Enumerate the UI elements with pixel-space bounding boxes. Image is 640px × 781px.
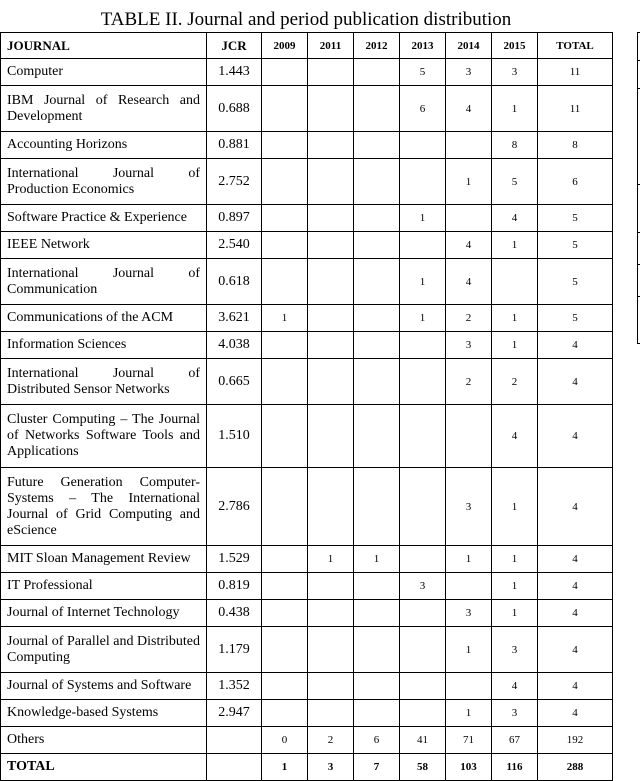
cell-jcr: 4.038 bbox=[207, 332, 262, 359]
cell-2015: 3 bbox=[492, 700, 538, 727]
cell-total: 6 bbox=[538, 159, 613, 205]
cell-2013: 1 bbox=[400, 259, 446, 305]
cell-total: 11 bbox=[538, 86, 613, 132]
cell-journal: Others bbox=[1, 727, 207, 754]
adjacent-table-edge bbox=[637, 32, 638, 344]
table-row bbox=[1, 259, 613, 305]
cell-2015: 1 bbox=[492, 305, 538, 332]
col-header-journal: JOURNAL bbox=[1, 33, 207, 59]
table-row bbox=[1, 673, 613, 700]
cell-2013 bbox=[400, 332, 446, 359]
cell-jcr: 0.618 bbox=[207, 259, 262, 305]
cell-2012 bbox=[354, 468, 400, 546]
table-body bbox=[1, 59, 613, 754]
cell-2013 bbox=[400, 405, 446, 468]
cell-2009 bbox=[262, 359, 308, 405]
cell-2012 bbox=[354, 132, 400, 159]
cell-2013 bbox=[400, 232, 446, 259]
cell-2009 bbox=[262, 600, 308, 627]
table-row bbox=[1, 86, 613, 132]
cell-journal: Communications of the ACM bbox=[1, 305, 207, 332]
cell-journal: IEEE Network bbox=[1, 232, 207, 259]
cell-2013 bbox=[400, 673, 446, 700]
total-2014: 103 bbox=[446, 754, 492, 781]
cell-2013 bbox=[400, 546, 446, 573]
cell-2015: 4 bbox=[492, 205, 538, 232]
cell-2011: 2 bbox=[308, 727, 354, 754]
cell-2012 bbox=[354, 700, 400, 727]
cell-2009: 1 bbox=[262, 305, 308, 332]
cell-2014: 4 bbox=[446, 86, 492, 132]
cell-total: 4 bbox=[538, 627, 613, 673]
cell-journal: Accounting Horizons bbox=[1, 132, 207, 159]
cell-2012 bbox=[354, 573, 400, 600]
cell-2015: 3 bbox=[492, 627, 538, 673]
cell-2009 bbox=[262, 332, 308, 359]
table-row bbox=[1, 573, 613, 600]
cell-2012 bbox=[354, 627, 400, 673]
cell-2014: 3 bbox=[446, 59, 492, 86]
col-header-2012: 2012 bbox=[354, 33, 400, 59]
cell-2012 bbox=[354, 405, 400, 468]
cell-jcr: 1.529 bbox=[207, 546, 262, 573]
cell-journal: Software Practice & Experience bbox=[1, 205, 207, 232]
table-row bbox=[1, 205, 613, 232]
cell-total: 4 bbox=[538, 405, 613, 468]
cell-2009 bbox=[262, 468, 308, 546]
cell-2013: 6 bbox=[400, 86, 446, 132]
cell-2009 bbox=[262, 673, 308, 700]
cell-2009 bbox=[262, 405, 308, 468]
cell-2012 bbox=[354, 359, 400, 405]
cell-2015: 1 bbox=[492, 546, 538, 573]
cell-jcr bbox=[207, 727, 262, 754]
cell-2012 bbox=[354, 305, 400, 332]
total-row bbox=[1, 754, 613, 781]
cell-2014: 2 bbox=[446, 305, 492, 332]
cell-2015: 1 bbox=[492, 573, 538, 600]
cell-2014 bbox=[446, 573, 492, 600]
table-caption: TABLE II. Journal and period publication distribution bbox=[100, 9, 512, 30]
cell-jcr: 0.688 bbox=[207, 86, 262, 132]
cell-total: 4 bbox=[538, 546, 613, 573]
cell-2014: 4 bbox=[446, 259, 492, 305]
cell-2015: 8 bbox=[492, 132, 538, 159]
cell-2011 bbox=[308, 205, 354, 232]
cell-2012 bbox=[354, 205, 400, 232]
cell-2012 bbox=[354, 86, 400, 132]
cell-jcr: 3.621 bbox=[207, 305, 262, 332]
cell-2015: 4 bbox=[492, 673, 538, 700]
col-header-jcr: JCR bbox=[207, 33, 262, 59]
cell-2015: 1 bbox=[492, 232, 538, 259]
cell-journal: Journal of Systems and Software bbox=[1, 673, 207, 700]
cell-journal: Journal of Internet Technology bbox=[1, 600, 207, 627]
cell-2012 bbox=[354, 259, 400, 305]
cell-2013: 3 bbox=[400, 573, 446, 600]
cell-jcr: 2.752 bbox=[207, 159, 262, 205]
cell-jcr: 1.443 bbox=[207, 59, 262, 86]
cell-journal: IBM Journal of Research and Development bbox=[1, 86, 207, 132]
cell-journal: International Journal of Production Economics bbox=[1, 159, 207, 205]
col-header-total: TOTAL bbox=[538, 33, 613, 59]
cell-total: 4 bbox=[538, 573, 613, 600]
cell-jcr: 2.947 bbox=[207, 700, 262, 727]
cell-journal: International Journal of Communication bbox=[1, 259, 207, 305]
cell-2009 bbox=[262, 59, 308, 86]
cell-2015: 5 bbox=[492, 159, 538, 205]
cell-2015: 4 bbox=[492, 405, 538, 468]
cell-2012 bbox=[354, 159, 400, 205]
cell-jcr: 1.510 bbox=[207, 405, 262, 468]
cell-2015: 1 bbox=[492, 86, 538, 132]
cell-2014: 1 bbox=[446, 627, 492, 673]
cell-jcr: 1.179 bbox=[207, 627, 262, 673]
cell-2014: 3 bbox=[446, 332, 492, 359]
table-row bbox=[1, 627, 613, 673]
cell-2009 bbox=[262, 159, 308, 205]
cell-2014 bbox=[446, 132, 492, 159]
cell-2011 bbox=[308, 232, 354, 259]
cell-2014: 1 bbox=[446, 700, 492, 727]
cell-2011 bbox=[308, 59, 354, 86]
cell-journal: Information Sciences bbox=[1, 332, 207, 359]
cell-total: 5 bbox=[538, 232, 613, 259]
cell-2012 bbox=[354, 59, 400, 86]
total-sum: 288 bbox=[538, 754, 613, 781]
cell-2014: 2 bbox=[446, 359, 492, 405]
table-row bbox=[1, 59, 613, 86]
cell-2011 bbox=[308, 86, 354, 132]
cell-total: 192 bbox=[538, 727, 613, 754]
cell-total: 4 bbox=[538, 332, 613, 359]
cell-2009: 0 bbox=[262, 727, 308, 754]
cell-2013 bbox=[400, 359, 446, 405]
table-row bbox=[1, 132, 613, 159]
cell-total: 11 bbox=[538, 59, 613, 86]
cell-2009 bbox=[262, 259, 308, 305]
cell-2009 bbox=[262, 86, 308, 132]
cell-2011 bbox=[308, 627, 354, 673]
cell-2012: 1 bbox=[354, 546, 400, 573]
cell-2013 bbox=[400, 600, 446, 627]
col-header-2014: 2014 bbox=[446, 33, 492, 59]
cell-jcr: 0.897 bbox=[207, 205, 262, 232]
table-row bbox=[1, 600, 613, 627]
cell-2015: 3 bbox=[492, 59, 538, 86]
cell-2014: 3 bbox=[446, 468, 492, 546]
table-row bbox=[1, 405, 613, 468]
header-row bbox=[1, 33, 613, 59]
cell-2013 bbox=[400, 132, 446, 159]
publication-distribution-table bbox=[0, 32, 613, 781]
cell-2011: 1 bbox=[308, 546, 354, 573]
cell-2011 bbox=[308, 259, 354, 305]
cell-2011 bbox=[308, 159, 354, 205]
cell-2012 bbox=[354, 600, 400, 627]
col-header-2013: 2013 bbox=[400, 33, 446, 59]
cell-2015: 1 bbox=[492, 468, 538, 546]
cell-total: 5 bbox=[538, 259, 613, 305]
total-2009: 1 bbox=[262, 754, 308, 781]
cell-2011 bbox=[308, 673, 354, 700]
cell-journal: MIT Sloan Management Review bbox=[1, 546, 207, 573]
total-2012: 7 bbox=[354, 754, 400, 781]
cell-jcr: 2.786 bbox=[207, 468, 262, 546]
cell-2011 bbox=[308, 468, 354, 546]
table-row bbox=[1, 305, 613, 332]
cell-2011 bbox=[308, 332, 354, 359]
cell-2015: 1 bbox=[492, 332, 538, 359]
cell-jcr: 0.438 bbox=[207, 600, 262, 627]
cell-journal: Computer bbox=[1, 59, 207, 86]
cell-total: 4 bbox=[538, 600, 613, 627]
col-header-2009: 2009 bbox=[262, 33, 308, 59]
cell-2009 bbox=[262, 573, 308, 600]
cell-2011 bbox=[308, 359, 354, 405]
table-row bbox=[1, 359, 613, 405]
table-row bbox=[1, 546, 613, 573]
cell-2012: 6 bbox=[354, 727, 400, 754]
total-label: TOTAL bbox=[1, 754, 207, 781]
cell-jcr: 0.881 bbox=[207, 132, 262, 159]
cell-journal: Knowledge-based Systems bbox=[1, 700, 207, 727]
cell-total: 4 bbox=[538, 359, 613, 405]
cell-2009 bbox=[262, 546, 308, 573]
table-row bbox=[1, 700, 613, 727]
cell-2012 bbox=[354, 232, 400, 259]
cell-2015: 67 bbox=[492, 727, 538, 754]
cell-journal: International Journal of Distributed Sensor Networks bbox=[1, 359, 207, 405]
cell-jcr: 0.819 bbox=[207, 573, 262, 600]
cell-2015: 2 bbox=[492, 359, 538, 405]
cell-2013: 1 bbox=[400, 305, 446, 332]
col-header-2015: 2015 bbox=[492, 33, 538, 59]
cell-2011 bbox=[308, 700, 354, 727]
total-jcr bbox=[207, 754, 262, 781]
cell-jcr: 2.540 bbox=[207, 232, 262, 259]
cell-2011 bbox=[308, 405, 354, 468]
cell-2013 bbox=[400, 159, 446, 205]
cell-jcr: 1.352 bbox=[207, 673, 262, 700]
cell-journal: Journal of Parallel and Distributed Computing bbox=[1, 627, 207, 673]
cell-total: 5 bbox=[538, 305, 613, 332]
table-row bbox=[1, 232, 613, 259]
cell-2013 bbox=[400, 468, 446, 546]
cell-2014 bbox=[446, 205, 492, 232]
cell-2015 bbox=[492, 259, 538, 305]
cell-2011 bbox=[308, 600, 354, 627]
cell-2014: 1 bbox=[446, 159, 492, 205]
cell-total: 5 bbox=[538, 205, 613, 232]
cell-journal: IT Professional bbox=[1, 573, 207, 600]
cell-journal: Cluster Computing – The Journal of Networks Software Tools and Applications bbox=[1, 405, 207, 468]
cell-2009 bbox=[262, 232, 308, 259]
cell-2014: 71 bbox=[446, 727, 492, 754]
cell-2014: 1 bbox=[446, 546, 492, 573]
cell-2012 bbox=[354, 673, 400, 700]
cell-journal: Future Generation Computer-Systems – The International Journal of Grid Computing and eScience bbox=[1, 468, 207, 546]
cell-2009 bbox=[262, 700, 308, 727]
table-row bbox=[1, 159, 613, 205]
cell-2014: 3 bbox=[446, 600, 492, 627]
cell-2013: 1 bbox=[400, 205, 446, 232]
col-header-2011: 2011 bbox=[308, 33, 354, 59]
cell-jcr: 0.665 bbox=[207, 359, 262, 405]
cell-2011 bbox=[308, 573, 354, 600]
cell-2009 bbox=[262, 132, 308, 159]
table-row bbox=[1, 468, 613, 546]
cell-2014: 4 bbox=[446, 232, 492, 259]
cell-2015: 1 bbox=[492, 600, 538, 627]
cell-2013 bbox=[400, 700, 446, 727]
cell-total: 4 bbox=[538, 673, 613, 700]
cell-total: 4 bbox=[538, 700, 613, 727]
cell-2014 bbox=[446, 405, 492, 468]
cell-total: 4 bbox=[538, 468, 613, 546]
cell-2009 bbox=[262, 205, 308, 232]
total-2011: 3 bbox=[308, 754, 354, 781]
cell-2014 bbox=[446, 673, 492, 700]
total-2013: 58 bbox=[400, 754, 446, 781]
cell-2009 bbox=[262, 627, 308, 673]
cell-2013 bbox=[400, 627, 446, 673]
cell-2013: 41 bbox=[400, 727, 446, 754]
cell-total: 8 bbox=[538, 132, 613, 159]
total-2015: 116 bbox=[492, 754, 538, 781]
cell-2011 bbox=[308, 132, 354, 159]
cell-2011 bbox=[308, 305, 354, 332]
cell-2013: 5 bbox=[400, 59, 446, 86]
cell-2012 bbox=[354, 332, 400, 359]
table-row bbox=[1, 727, 613, 754]
table-row bbox=[1, 332, 613, 359]
